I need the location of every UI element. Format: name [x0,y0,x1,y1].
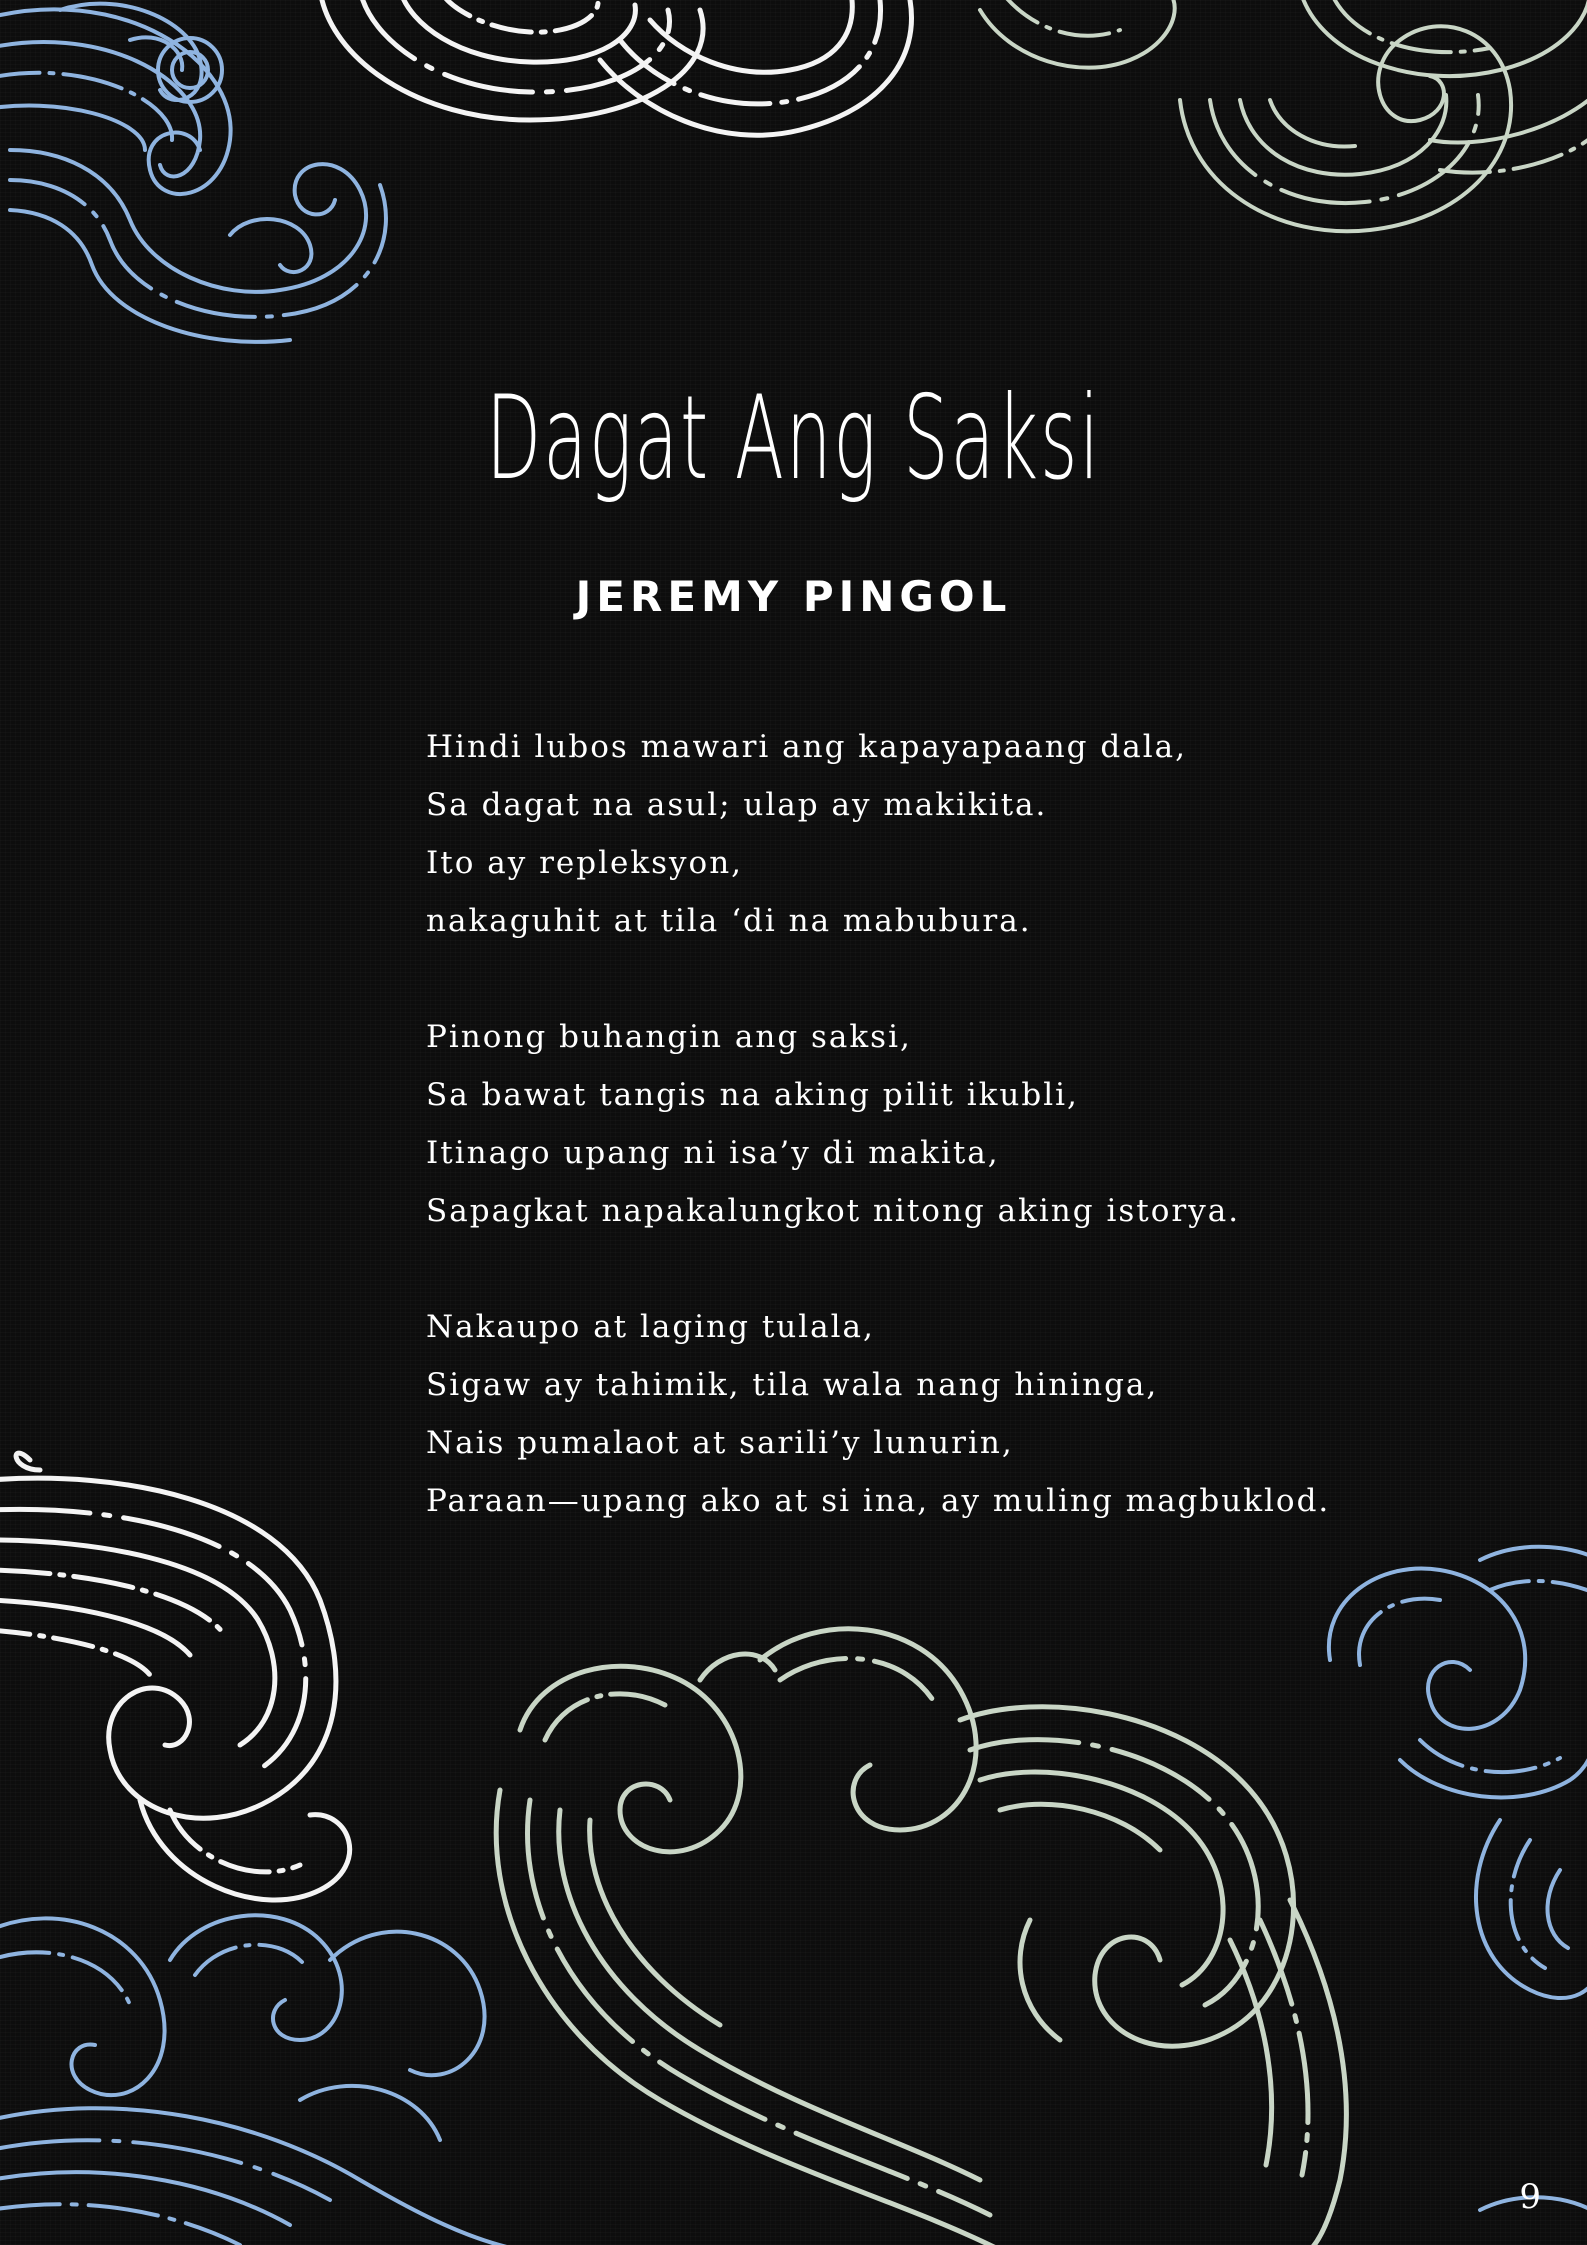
poem-line: Pinong buhangin ang saksi, [426,1019,912,1055]
swirl-cloud-top-center [320,0,912,135]
swirl-cloud-left-middle [0,1453,350,1900]
page-number: 9 [1519,2177,1541,2217]
poem-line: Nais pumalaot at sarili’y lunurin, [426,1425,1014,1461]
swirl-cloud-bottom-center [496,1629,1346,2245]
swirl-cloud-top-right [980,0,1587,231]
swirl-cloud-top-left [0,4,386,342]
poem-line: Ito ay repleksyon, [426,845,744,881]
poem-body [426,718,1426,1588]
poem-title: Dagat Ang Saksi [485,371,1102,506]
poem-line: Hindi lubos mawari ang kapayapaang dala, [426,729,1187,765]
poem-line: Nakaupo at laging tulala, [426,1309,875,1345]
poem-line: Sa bawat tangis na aking pilit ikubli, [426,1077,1079,1113]
poem-line: Paraan—upang ako at si ina, ay muling magbuklod. [426,1483,1331,1519]
swirl-cloud-bottom-right [1329,1547,1587,2215]
poem-stanza-3 [426,1298,1426,1530]
poem-stanza-2 [426,1008,1426,1240]
poem-stanza-1 [426,718,1426,950]
poem-author: JEREMY PINGOL [575,572,1012,621]
swirl-cloud-bottom-left [0,1915,520,2245]
poem-line: nakaguhit at tila ‘di na mabubura. [426,903,1032,939]
poem-line: Itinago upang ni isa’y di makita, [426,1135,1000,1171]
poem-line: Sigaw ay tahimik, tila wala nang hininga, [426,1367,1159,1403]
poem-line: Sa dagat na asul; ulap ay makikita. [426,787,1048,823]
poem-line: Sapagkat napakalungkot nitong aking istorya. [426,1193,1241,1229]
